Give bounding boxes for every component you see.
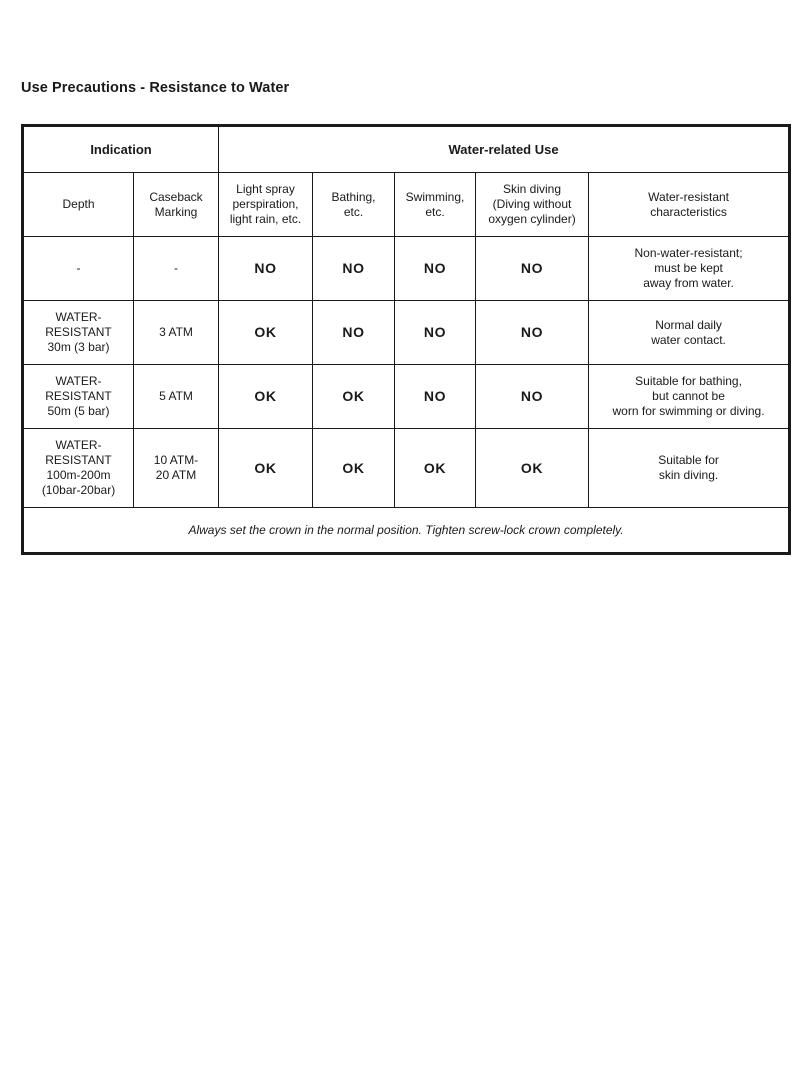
light-spray-cell: OK <box>219 429 313 508</box>
footer-note: Always set the crown in the normal position. Tighten screw-lock crown completely. <box>23 508 790 554</box>
water-related-use-header: Water-related Use <box>219 126 790 173</box>
skin-diving-cell: OK <box>476 429 589 508</box>
light-spray-cell: OK <box>219 365 313 429</box>
characteristics-cell: Suitable for skin diving. <box>589 429 790 508</box>
column-header-depth: Depth <box>23 173 134 237</box>
bathing-cell: NO <box>313 237 395 301</box>
bathing-cell: OK <box>313 429 395 508</box>
column-header-swimming: Swimming, etc. <box>395 173 476 237</box>
caseback-cell: 10 ATM- 20 ATM <box>134 429 219 508</box>
column-header-skin-diving: Skin diving (Diving without oxygen cylinder) <box>476 173 589 237</box>
water-resistance-table <box>21 124 791 555</box>
table-row <box>23 237 790 301</box>
light-spray-cell: OK <box>219 301 313 365</box>
depth-cell: - <box>23 237 134 301</box>
table-row <box>23 429 790 508</box>
characteristics-cell: Suitable for bathing, but cannot be worn for swimming or diving. <box>589 365 790 429</box>
column-header-caseback: Caseback Marking <box>134 173 219 237</box>
column-header-bathing: Bathing, etc. <box>313 173 395 237</box>
characteristics-cell: Non-water-resistant; must be kept away from water. <box>589 237 790 301</box>
caseback-cell: - <box>134 237 219 301</box>
skin-diving-cell: NO <box>476 237 589 301</box>
depth-cell: WATER- RESISTANT 30m (3 bar) <box>23 301 134 365</box>
page-title: Use Precautions - Resistance to Water <box>21 80 290 96</box>
caseback-cell: 5 ATM <box>134 365 219 429</box>
swimming-cell: NO <box>395 301 476 365</box>
group-header-row <box>23 126 790 173</box>
table-row <box>23 301 790 365</box>
depth-cell: WATER- RESISTANT 50m (5 bar) <box>23 365 134 429</box>
bathing-cell: OK <box>313 365 395 429</box>
column-header-row <box>23 173 790 237</box>
bathing-cell: NO <box>313 301 395 365</box>
table-row <box>23 365 790 429</box>
skin-diving-cell: NO <box>476 365 589 429</box>
column-header-light-spray: Light spray perspiration, light rain, etc. <box>219 173 313 237</box>
skin-diving-cell: NO <box>476 301 589 365</box>
swimming-cell: OK <box>395 429 476 508</box>
swimming-cell: NO <box>395 365 476 429</box>
caseback-cell: 3 ATM <box>134 301 219 365</box>
column-header-characteristics: Water-resistant characteristics <box>589 173 790 237</box>
indication-header: Indication <box>23 126 219 173</box>
characteristics-cell: Normal daily water contact. <box>589 301 790 365</box>
swimming-cell: NO <box>395 237 476 301</box>
footer-note-row <box>23 508 790 554</box>
depth-cell: WATER- RESISTANT 100m-200m (10bar-20bar) <box>23 429 134 508</box>
light-spray-cell: NO <box>219 237 313 301</box>
